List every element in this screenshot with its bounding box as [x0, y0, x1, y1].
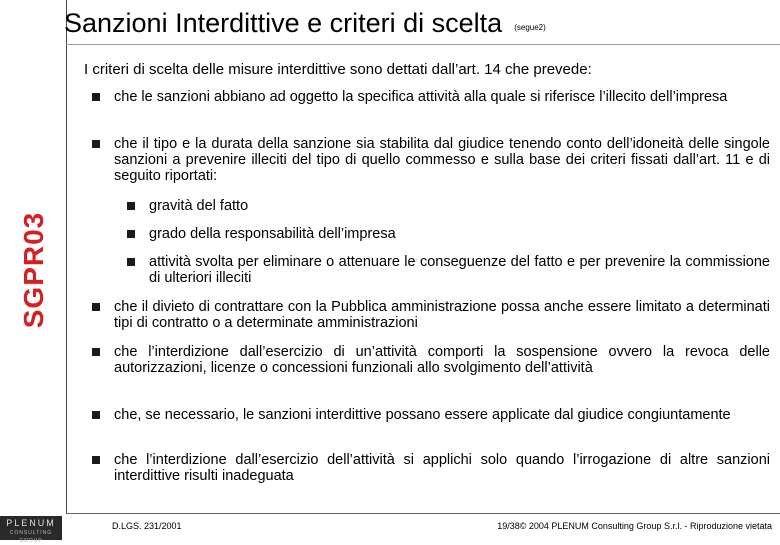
list-item — [92, 89, 770, 105]
footer-copyright: 19/38© 2004 PLENUM Consulting Group S.r.l. - Riproduzione vietata — [497, 521, 772, 531]
intro-text: I criteri di scelta delle misure interdittive sono dettati dall’art. 14 che prevede: — [84, 61, 592, 78]
list-item-text: gravità del fatto — [149, 198, 249, 214]
sub-list-item — [127, 198, 770, 214]
slide-code: SGPR03 — [18, 211, 49, 329]
sub-list-item — [127, 226, 770, 242]
list-item — [92, 344, 770, 376]
logo-subtitle: CONSULTING GROUP — [9, 530, 53, 544]
bullet-icon — [92, 93, 100, 101]
bullet-icon — [127, 202, 135, 210]
bullet-icon — [127, 258, 135, 266]
list-item — [92, 452, 770, 484]
list-item — [92, 299, 770, 331]
list-item-text: che l’interdizione dall’esercizio di un’attività comporti la sospensione ovvero la revoca delle autorizzazioni, licenze o concessioni funzionali allo svolgimento dell’attività — [114, 344, 770, 376]
logo-name: PLENUM — [6, 518, 56, 528]
list-item-text: grado della responsabilità dell’impresa — [149, 226, 396, 242]
list-item-text: attività svolta per eliminare o attenuare le conseguenze del fatto e per prevenire la commissione di ulteriori illeciti — [149, 254, 770, 286]
list-item-text: che il divieto di contrattare con la Pubblica amministrazione possa anche essere limitato a determinati tipi di contratto o a determinate amministrazioni — [114, 299, 770, 331]
bullet-icon — [127, 230, 135, 238]
list-item — [92, 136, 770, 184]
bullet-icon — [92, 411, 100, 419]
list-item-text: che, se necessario, le sanzioni interdittive possano essere applicate dal giudice congiuntamente — [114, 407, 731, 423]
list-item-text: che il tipo e la durata della sanzione sia stabilita dal giudice tenendo conto dell’idoneità delle singole sanzioni a prevenire illeciti del tipo di quello commesso e sulla base dei criteri fissati dall’art. 11 e di seguito riportati: — [114, 136, 770, 184]
bullet-icon — [92, 140, 100, 148]
bullet-icon — [92, 348, 100, 356]
bullet-icon — [92, 303, 100, 311]
list-item-text: che l’interdizione dall’esercizio dell’attività si applichi solo quando l’irrogazione di altre sanzioni interdittive risulti inadeguata — [114, 452, 770, 484]
sub-list-item — [127, 254, 770, 286]
list-item-text: che le sanzioni abbiano ad oggetto la specifica attività alla quale si riferisce l’illecito dell’impresa — [114, 89, 728, 105]
list-item — [92, 407, 770, 423]
footer-law-reference: D.LGS. 231/2001 — [112, 521, 182, 531]
bullet-icon — [92, 456, 100, 464]
title-suffix: (segue2) — [514, 23, 546, 32]
title-text: Sanzioni Interdittive e criteri di scelta — [64, 8, 503, 38]
